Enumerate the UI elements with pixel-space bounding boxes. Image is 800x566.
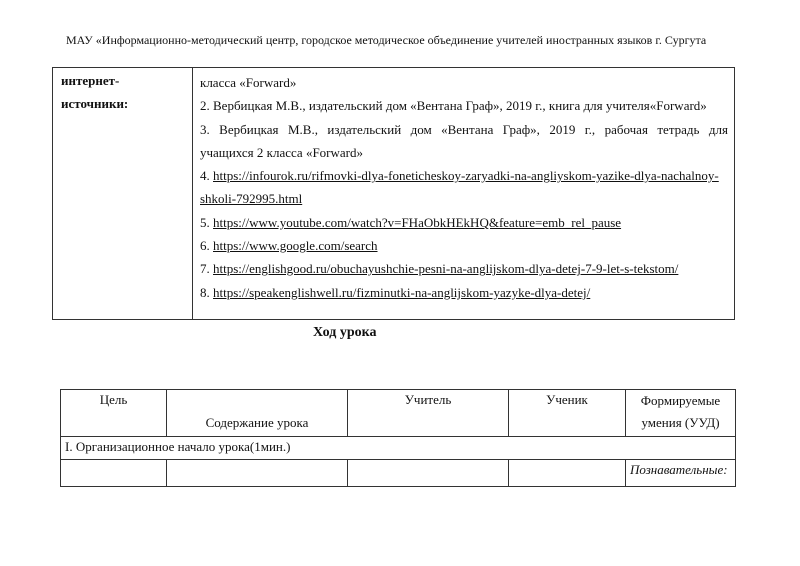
source-line: учащихся 2 класса «Forward» — [200, 144, 363, 160]
cell — [61, 460, 167, 487]
table-row — [61, 460, 736, 487]
header-student: Ученик — [509, 390, 626, 437]
cell-cognitive: Познавательные: — [626, 460, 736, 487]
link-number: 5. — [200, 214, 213, 230]
column-divider — [192, 68, 193, 319]
source-line: 3. Вербицкая М.В., издательский дом «Вентана Граф», 2019 г., рабочая тетрадь для — [200, 121, 728, 137]
sources-table — [52, 67, 735, 320]
table-header-row — [61, 390, 736, 437]
table-row — [61, 437, 736, 460]
source-link-google[interactable]: https://www.google.com/search — [213, 238, 378, 254]
header-skills-line1: Формируемые — [640, 393, 721, 408]
header-skills-line2: умения (УУД) — [641, 415, 720, 430]
source-link-infourok[interactable]: https://infourok.ru/rifmovki-dlya-foneticheskoy-zaryadki-na-angliyskom-yazike-dlya-nachalnoy- — [213, 168, 719, 184]
header-teacher: Учитель — [348, 390, 509, 437]
section-cell: I. Организационное начало урока(1мин.) — [61, 437, 736, 460]
header-content: Содержание урока — [167, 390, 348, 437]
source-link-infourok-cont[interactable]: shkoli-792995.html — [200, 191, 303, 207]
source-line: класса «Forward» — [200, 75, 297, 90]
source-link-speakenglishwell[interactable]: https://speakenglishwell.ru/fizminutki-na-anglijskom-yazyke-dlya-detej/ — [213, 284, 591, 300]
cell — [509, 460, 626, 487]
header-skills — [626, 390, 736, 437]
page-header: МАУ «Информационно-методический центр, городское методическое объединение учителей иностранных языков г. Сургута — [66, 33, 707, 47]
lesson-title: Ход урока — [313, 325, 377, 340]
source-line: 2. Вербицкая М.В., издательский дом «Вентана Граф», 2019 г., книга для учителя«Forward» — [200, 98, 707, 114]
lesson-table — [60, 389, 736, 487]
sources-label-line1: интернет- — [61, 73, 120, 88]
source-link-englishgood[interactable]: https://englishgood.ru/obuchayushchie-pesni-na-anglijskom-dlya-detej-7-9-let-s-tekstom/ — [213, 261, 679, 277]
link-number: 8. — [200, 284, 213, 300]
source-link-youtube[interactable]: https://www.youtube.com/watch?v=FHaObkHEkHQ&feature=emb_rel_pause — [213, 214, 622, 230]
sources-list — [200, 71, 728, 304]
header-goal: Цель — [61, 390, 167, 437]
sources-label-line2: источники: — [61, 96, 129, 111]
link-number: 4. — [200, 168, 213, 184]
link-number: 6. — [200, 238, 213, 254]
link-number: 7. — [200, 261, 213, 277]
cell — [348, 460, 509, 487]
cell — [167, 460, 348, 487]
